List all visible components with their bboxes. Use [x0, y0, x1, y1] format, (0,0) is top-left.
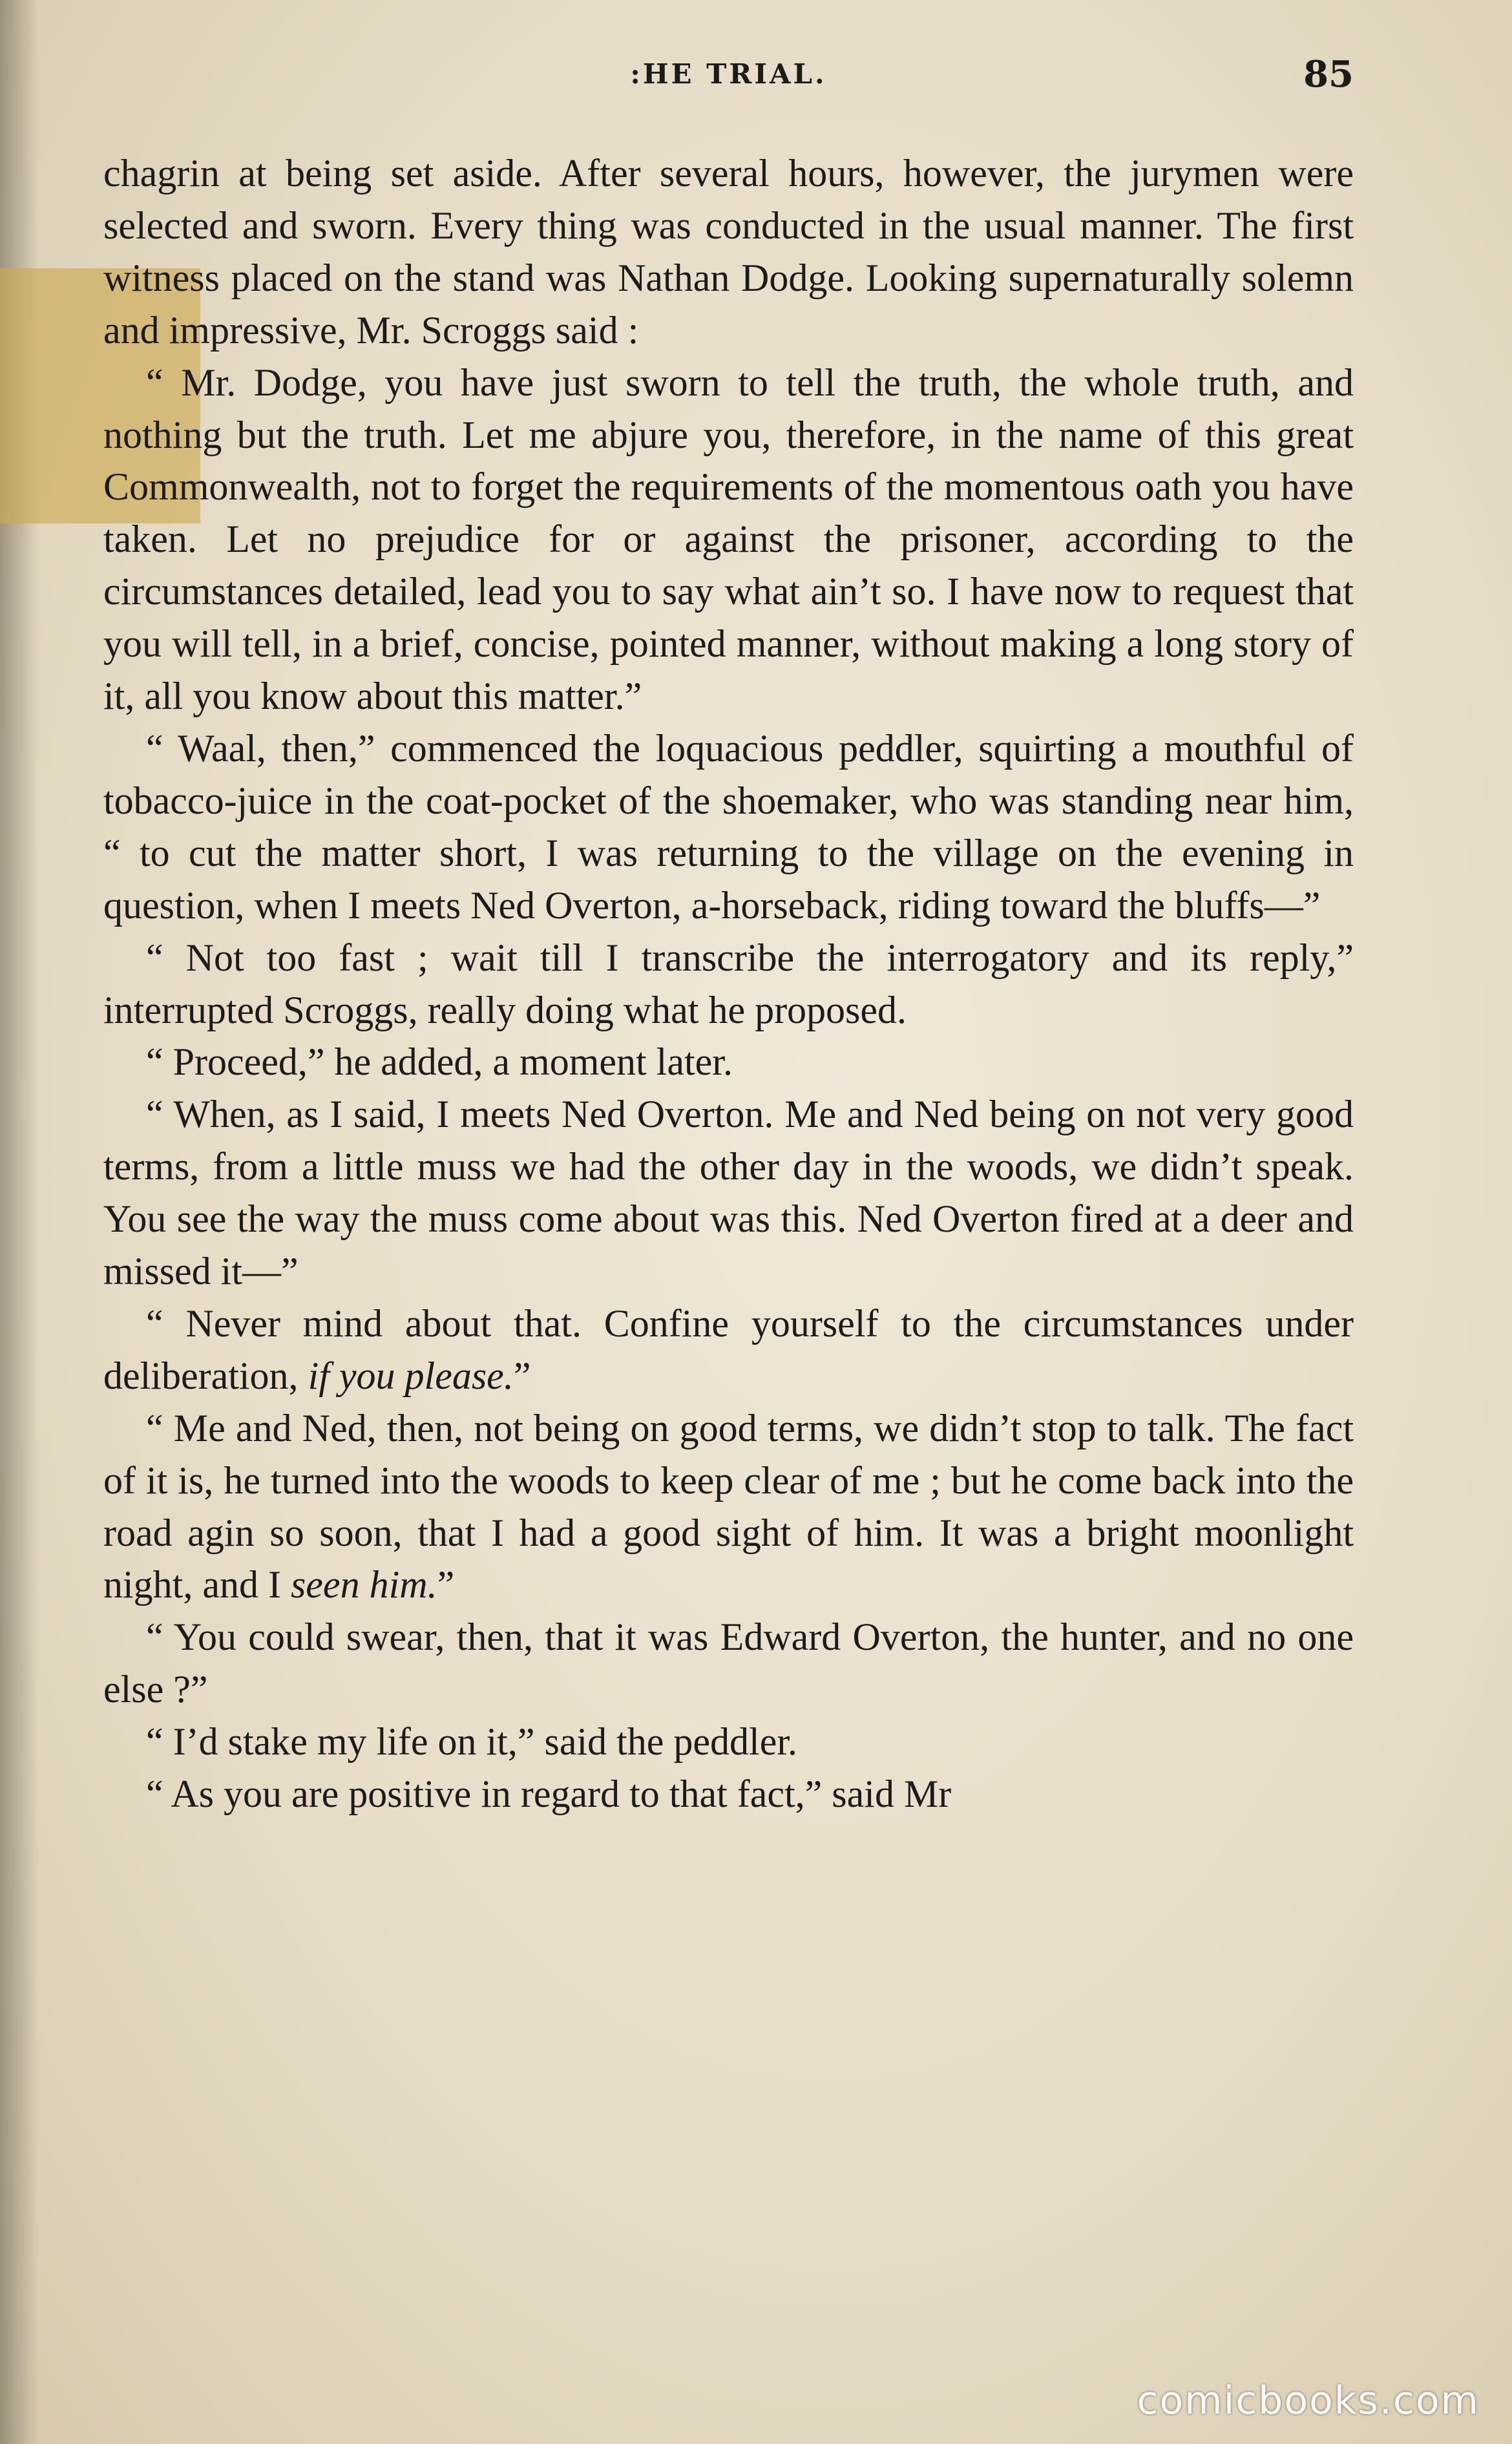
page-number: 85 [1303, 53, 1354, 96]
paragraph-8-close: ” [437, 1563, 455, 1607]
paragraph-8 [103, 1402, 1354, 1612]
paragraph-7-text: “ Never mind about that. Confine yourself to the circumstances under deliberation, [103, 1301, 1354, 1397]
running-head: :HE TRIAL. [630, 58, 827, 90]
paragraph-9: “ You could swear, then, that it was Edward Overton, the hunter, and no one else ?” [103, 1616, 1354, 1711]
paragraph-5: “ Proceed,” he added, a moment later. [146, 1040, 733, 1084]
paragraph-7-italic: if you please. [308, 1354, 514, 1397]
paragraph-7-close: ” [513, 1354, 531, 1397]
page-header [103, 53, 1354, 111]
paragraph-7 [103, 1298, 1354, 1402]
paragraph-1: chagrin at being set aside. After several hours, however, the jurymen were selected and sworn. Every thing was conducted in the usual manner. The first witness placed on the stand was Nathan Dodge. Looking supernaturally solemn and impressive, Mr. Scroggs said : [103, 152, 1354, 352]
watermark: comicbooks.com [1137, 2378, 1480, 2423]
paragraph-3: “ Waal, then,” commenced the loquacious peddler, squirting a mouthful of tobacco-juice in the coat-pocket of the shoemaker, who was standing near him, “ to cut the matter short, I was returning to the village on the evening in question, when I meets Ned Overton, a-horseback, riding toward the bluffs—” [103, 726, 1354, 927]
paragraph-8-text: “ Me and Ned, then, not being on good terms, we didn’t stop to talk. The fact of it is, he turned into the woods to keep clear of me ; but he come back into the road agin so soon, that I had a good sight of him. It was a bright moonlight night, and I [103, 1406, 1354, 1607]
paragraph-8-italic: seen him. [290, 1563, 437, 1607]
body-text [103, 147, 1354, 1820]
paragraph-11: “ As you are positive in regard to that fact,” said Mr [146, 1773, 952, 1816]
paragraph-6: “ When, as I said, I meets Ned Overton. Me and Ned being on not very good terms, from a little muss we had the other day in the woods, we didn’t speak. You see the way the muss come about was this. Ned Overton fired at a deer and missed it—” [103, 1093, 1354, 1293]
paragraph-2: “ Mr. Dodge, you have just sworn to tell the truth, the whole truth, and nothing but the truth. Let me abjure you, therefore, in the name of this great Commonwealth, not to forget the requirements of the momentous oath you have taken. Let no prejudice for or against the prisoner, according to the circumstances detailed, lead you to say what ain’t so. I have now to request that you will tell, in a brief, concise, pointed manner, without making a long story of it, all you know about this matter.” [103, 361, 1354, 718]
paragraph-4: “ Not too fast ; wait till I transcribe the interrogatory and its reply,” interrupted Scroggs, really doing what he proposed. [103, 936, 1354, 1031]
paragraph-10: “ I’d stake my life on it,” said the peddler. [146, 1720, 798, 1764]
